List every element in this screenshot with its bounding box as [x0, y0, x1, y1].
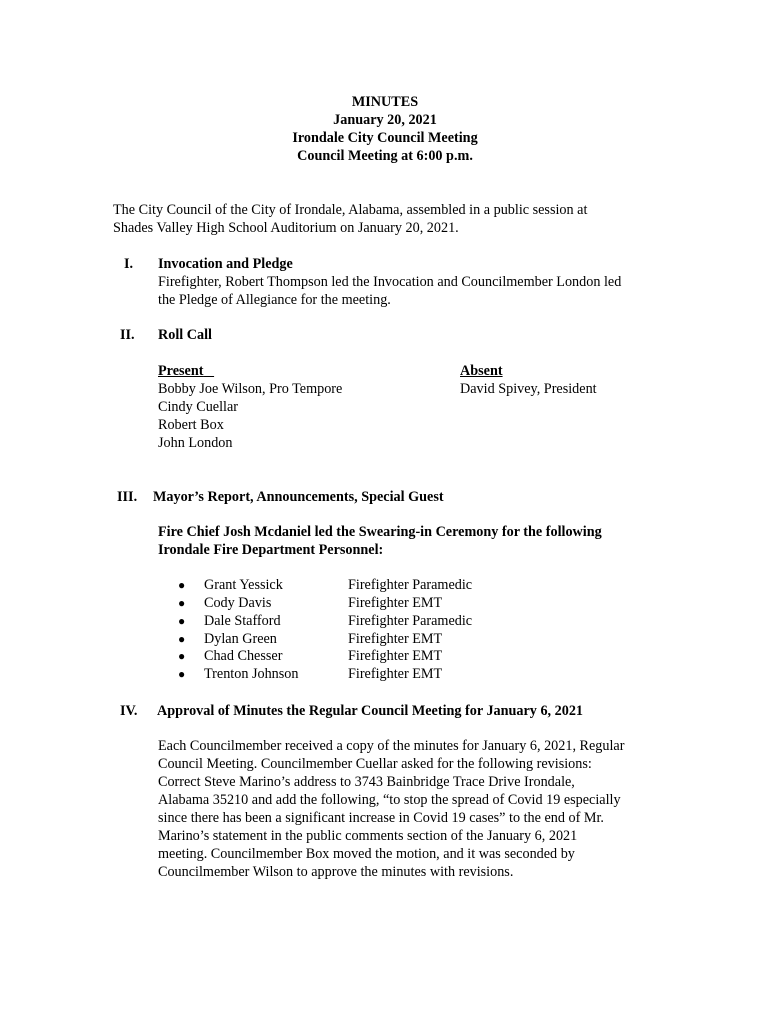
section-body	[158, 273, 678, 309]
body-line: Marino’s statement in the public comments section of the January 6, 2021	[158, 828, 578, 844]
absent-member: David Spivey, President	[460, 381, 597, 397]
section-title: Roll Call	[158, 327, 212, 343]
bullet-icon: ●	[178, 632, 186, 646]
present-column	[158, 362, 342, 452]
present-heading: Present	[158, 363, 204, 379]
header-date: January 20, 2021	[333, 112, 437, 128]
intro-line: Shades Valley High School Auditorium on January 20, 2021.	[113, 220, 459, 236]
personnel-role: Firefighter EMT	[348, 631, 443, 647]
section-title: Approval of Minutes the Regular Council Meeting for January 6, 2021	[157, 703, 584, 719]
section-body	[158, 737, 698, 881]
intro-paragraph	[113, 201, 673, 237]
section-number: IV.	[120, 703, 138, 719]
personnel-role: Firefighter EMT	[348, 666, 443, 682]
bullet-icon: ●	[178, 614, 186, 628]
body-line: Correct Steve Marino’s address to 3743 Bainbridge Trace Drive Irondale,	[158, 774, 575, 790]
personnel-role: Firefighter Paramedic	[348, 613, 473, 629]
present-member: Bobby Joe Wilson, Pro Tempore	[158, 381, 343, 397]
body-line: meeting. Councilmember Box moved the motion, and it was seconded by	[158, 846, 575, 862]
personnel-name: Grant Yessick	[204, 577, 283, 593]
body-line: Firefighter, Robert Thompson led the Invocation and Councilmember London led	[158, 274, 622, 290]
personnel-role: Firefighter EMT	[348, 595, 443, 611]
bullet-icon: ●	[178, 649, 186, 663]
personnel-name: Dale Stafford	[204, 613, 281, 629]
body-line: since there has been a significant increase in Covid 19 cases” to the end of Mr.	[158, 810, 604, 826]
bullet-icon: ●	[178, 578, 186, 592]
section-title: Mayor’s Report, Announcements, Special Guest	[153, 489, 444, 505]
personnel-role: Firefighter Paramedic	[348, 577, 473, 593]
header-title: MINUTES	[351, 94, 419, 110]
body-line: Irondale Fire Department Personnel:	[158, 542, 384, 558]
absent-heading: Absent	[460, 363, 503, 379]
document-header	[0, 93, 770, 165]
header-meeting-name: Irondale City Council Meeting	[292, 130, 478, 146]
body-line: the Pledge of Allegiance for the meeting.	[158, 292, 391, 308]
present-member: Robert Box	[158, 417, 224, 433]
body-line: Fire Chief Josh Mcdaniel led the Swearing-in Ceremony for the following	[158, 524, 602, 540]
section-number: I.	[124, 256, 134, 272]
present-member: Cindy Cuellar	[158, 399, 238, 415]
body-line: Each Councilmember received a copy of the minutes for January 6, 2021, Regular	[158, 738, 625, 754]
personnel-name: Trenton Johnson	[204, 666, 299, 682]
bullet-icon: ●	[178, 667, 186, 681]
section-number: III.	[117, 489, 138, 505]
body-line: Alabama 35210 and add the following, “to stop the spread of Covid 19 especially	[158, 792, 621, 808]
body-line: Councilmember Wilson to approve the minutes with revisions.	[158, 864, 514, 880]
personnel-name: Cody Davis	[204, 595, 272, 611]
swearing-in-intro	[158, 523, 678, 559]
personnel-name: Dylan Green	[204, 631, 277, 647]
bullet-icon: ●	[178, 596, 186, 610]
absent-column	[460, 362, 597, 398]
header-meeting-time: Council Meeting at 6:00 p.m.	[297, 148, 473, 164]
personnel-role: Firefighter EMT	[348, 648, 443, 664]
present-member: John London	[158, 435, 233, 451]
section-number: II.	[120, 327, 135, 343]
body-line: Council Meeting. Councilmember Cuellar asked for the following revisions:	[158, 756, 592, 772]
section-title: Invocation and Pledge	[158, 256, 293, 272]
personnel-name: Chad Chesser	[204, 648, 283, 664]
intro-line: The City Council of the City of Irondale, Alabama, assembled in a public session at	[113, 202, 588, 218]
